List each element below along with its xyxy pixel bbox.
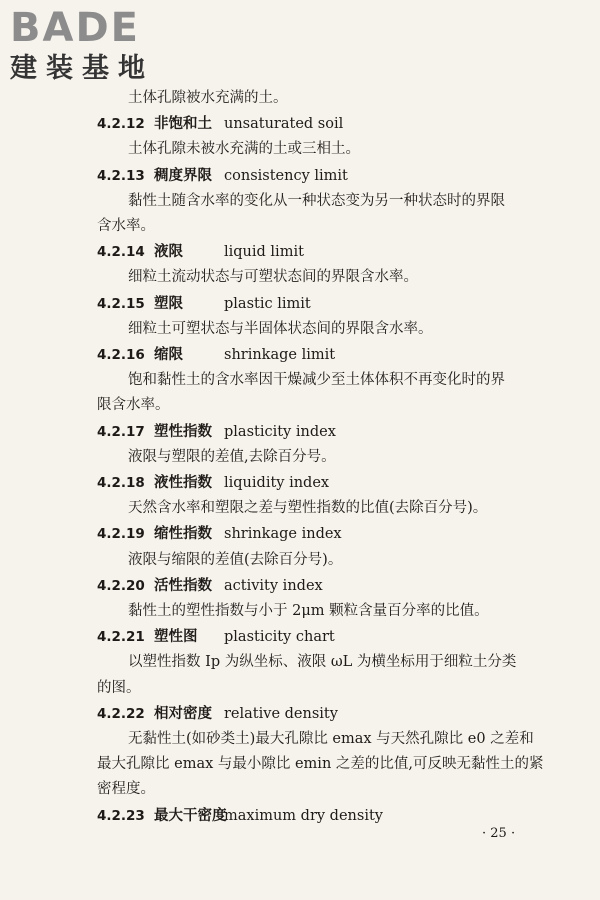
term-english: liquid limit	[224, 244, 304, 261]
term-english: maximum dry density	[224, 807, 383, 824]
term-chinese: 最大干密度	[154, 806, 227, 824]
term-english: plasticity index	[224, 423, 336, 440]
definition-line: 细粒土流动状态与可塑状态间的界限含水率。	[128, 269, 418, 286]
term-chinese: 塑性指数	[154, 422, 212, 440]
definition-line: 天然含水率和塑限之差与塑性指数的比值(去除百分号)。	[128, 500, 488, 517]
definition-line: 黏性土的塑性指数与小于 2μm 颗粒含量百分率的比值。	[128, 603, 489, 620]
logo-text-en: BADE	[10, 5, 140, 51]
term-heading	[97, 701, 547, 727]
term-heading	[97, 521, 547, 547]
term-english: consistency limit	[224, 167, 348, 184]
term-english: relative density	[224, 705, 338, 722]
term-heading	[97, 111, 547, 137]
term-heading	[97, 239, 547, 265]
logo-text-cn: 建装基地	[10, 53, 154, 84]
definition-line: 饱和黏性土的含水率因干燥减少至土体体积不再变化时的界	[128, 372, 505, 389]
term-chinese: 塑性图	[154, 628, 198, 646]
term-english: liquidity index	[224, 475, 330, 492]
clause-number: 4.2.12	[97, 116, 145, 133]
clause-number: 4.2.18	[97, 475, 145, 492]
definition-line: 土体孔隙被水充满的土。	[128, 90, 288, 106]
term-heading	[97, 419, 547, 445]
definition-line: 无黏性土(如砂类土)最大孔隙比 emax 与天然孔隙比 e0 之差和	[128, 731, 534, 748]
term-heading	[97, 342, 547, 368]
term-english: shrinkage index	[224, 526, 342, 543]
site-logo	[10, 4, 180, 96]
term-chinese: 稠度界限	[154, 166, 212, 184]
clause-number: 4.2.16	[97, 347, 145, 364]
definition-continuation: 含水率。	[97, 218, 155, 235]
term-chinese: 液限	[154, 243, 183, 261]
clause-number: 4.2.20	[97, 577, 145, 594]
clause-number: 4.2.15	[97, 295, 145, 312]
definition-line: 液限与塑限的差值,去除百分号。	[128, 448, 336, 465]
definition-line: 黏性土随含水率的变化从一种状态变为另一种状态时的界限	[128, 192, 505, 209]
clause-number: 4.2.17	[97, 423, 145, 440]
term-chinese: 活性指数	[154, 576, 212, 594]
definition-continuation: 密程度。	[97, 781, 155, 798]
clause-number: 4.2.13	[97, 167, 145, 184]
term-chinese: 缩限	[154, 346, 183, 364]
clause-number: 4.2.19	[97, 526, 145, 543]
term-chinese: 相对密度	[154, 704, 212, 722]
term-chinese: 液性指数	[154, 474, 212, 492]
term-english: unsaturated soil	[224, 116, 344, 133]
term-heading	[97, 291, 547, 317]
clause-number: 4.2.21	[97, 629, 145, 646]
clause-number: 4.2.22	[97, 705, 145, 722]
definition-continuation: 最大孔隙比 emax 与最小隙比 emin 之差的比值,可反映无黏性土的紧	[97, 756, 544, 773]
clause-number: 4.2.14	[97, 244, 145, 261]
page-body	[97, 86, 547, 829]
clause-number: 4.2.23	[97, 807, 145, 824]
term-chinese: 缩性指数	[154, 525, 212, 543]
definition-continuation: 限含水率。	[97, 397, 170, 414]
term-english: activity index	[224, 577, 323, 594]
term-heading	[97, 803, 547, 829]
term-english: plasticity chart	[224, 629, 335, 646]
term-chinese: 非饱和土	[154, 115, 212, 133]
term-english: shrinkage limit	[224, 347, 336, 364]
definition-line: 土体孔隙未被水充满的土或三相土。	[128, 141, 360, 158]
definition-line: 液限与缩限的差值(去除百分号)。	[128, 551, 343, 568]
definition-continuation: 的图。	[97, 679, 141, 696]
term-chinese: 塑限	[154, 294, 183, 312]
term-heading	[97, 163, 547, 189]
term-heading	[97, 573, 547, 599]
page-number: · 25 ·	[482, 826, 516, 841]
term-english: plastic limit	[224, 295, 311, 312]
term-heading	[97, 470, 547, 496]
definition-line: 以塑性指数 Ip 为纵坐标、液限 ωL 为横坐标用于细粒土分类	[128, 654, 517, 671]
definition-line: 细粒土可塑状态与半固体状态间的界限含水率。	[128, 320, 433, 337]
term-heading	[97, 624, 547, 650]
